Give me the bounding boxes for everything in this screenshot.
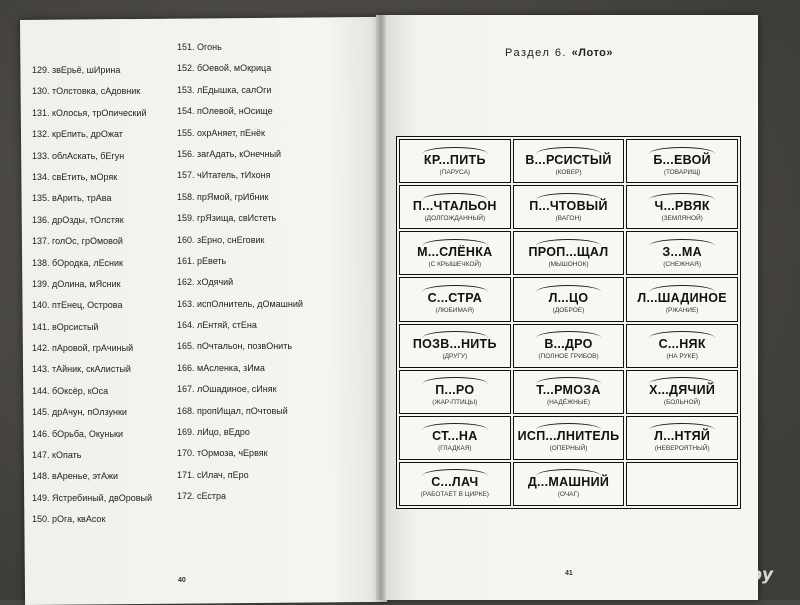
lotto-card — [626, 416, 738, 460]
word-list-item: 133. облАскать, бЕгун — [32, 150, 125, 161]
word-list-item: 155. охрАняет, пЕнёк — [177, 127, 265, 138]
lotto-card — [626, 231, 738, 275]
lotto-hint: (НЕВЕРОЯТНЫЙ) — [654, 445, 710, 453]
word-list-item: 171. сИлач, пЕро — [177, 469, 249, 480]
lotto-hint: (НА РУКЕ) — [666, 353, 698, 361]
lotto-hint: (БОЛЬНОЙ) — [663, 399, 701, 407]
word-list-item: 166. мАсленка, зИма — [177, 362, 265, 373]
lotto-word: Ч...РВЯК — [654, 198, 710, 213]
lotto-word: ПОЗВ...НИТЬ — [412, 337, 497, 352]
lotto-card — [626, 139, 738, 183]
word-list-item: 167. лОшадиное, сИняк — [177, 384, 277, 395]
lotto-hint: (С КРЫШЕЧКОЙ) — [428, 260, 482, 268]
watermark-logo: лабиринт.ру — [650, 565, 774, 585]
lotto-word: Л...ШАДИНОЕ — [637, 290, 727, 305]
lotto-card — [399, 416, 511, 460]
lotto-grid — [396, 136, 741, 509]
lotto-word: С...СТРА — [427, 290, 483, 305]
word-list-item: 144. бОксёр, кОса — [32, 385, 109, 396]
lotto-card — [513, 324, 625, 368]
word-list-item: 139. дОлина, мЯсник — [32, 278, 121, 289]
lotto-word: Л...ЦО — [548, 290, 589, 305]
word-list-item: 156. загАдать, кОнечный — [177, 148, 282, 159]
lotto-word: М...СЛЁНКА — [417, 244, 493, 259]
lotto-hint: (МЫШОНОК) — [548, 260, 589, 268]
lotto-hint: (ЗЕМЛЯНОЙ) — [661, 214, 703, 222]
word-list-item: 129. звЕрьё, шИрина — [32, 65, 121, 75]
section-prefix: Раздел 6. — [505, 47, 568, 59]
lotto-card — [513, 185, 625, 229]
lotto-card — [513, 416, 625, 460]
word-list-item: 140. птЕнец, Острова — [32, 300, 123, 311]
lotto-card — [513, 231, 625, 275]
lotto-hint: (ОПЕРНЫЙ) — [549, 445, 588, 453]
lotto-hint: (ЖАР-ПТИЦЫ) — [432, 399, 478, 407]
word-column-a — [32, 60, 152, 531]
word-list-item: 158. прЯмой, грИбник — [177, 191, 269, 202]
word-list-item: 160. зЕрно, снЕговик — [177, 234, 265, 245]
lotto-word: Х...ДЯЧИЙ — [649, 383, 716, 398]
lotto-word: СТ...НА — [432, 429, 478, 444]
lotto-card — [626, 462, 738, 506]
word-list-item: 146. бОрьба, Окуньки — [32, 428, 123, 439]
lotto-hint: (ПАРУСА) — [439, 168, 471, 176]
section-name: «Лото» — [571, 47, 614, 59]
word-list-item: 131. кОлосья, трОпический — [32, 107, 147, 118]
word-list-item: 132. крЕпить, дрОжат — [32, 129, 123, 140]
section-title — [505, 47, 613, 59]
lotto-word: Б...ЕВОЙ — [653, 152, 711, 167]
word-list-item: 170. тОрмоза, чЕрвяк — [177, 448, 268, 459]
word-column-b — [177, 37, 303, 508]
lotto-card — [513, 139, 625, 183]
word-list-item: 163. испОлнитель, дОмашний — [177, 298, 303, 309]
lotto-word: В...РСИСТЫЙ — [525, 152, 612, 167]
lotto-word: Д...МАШНИЙ — [527, 475, 610, 490]
lotto-word: В...ДРО — [544, 337, 593, 352]
lotto-word: Т...РМОЗА — [536, 383, 601, 398]
word-list-item: 151. Огонь — [177, 42, 222, 52]
word-list-item: 165. пОчтальон, позвОнить — [177, 341, 293, 352]
word-list-item: 143. тАйник, скАлистый — [32, 364, 131, 375]
lotto-hint: (ВАГОН) — [555, 214, 582, 222]
lotto-card — [399, 462, 511, 506]
page-number-left: 40 — [178, 577, 186, 584]
page-number-right: 41 — [565, 570, 573, 577]
word-list-item: 136. дрОзды, тОлстяк — [32, 214, 124, 225]
word-list-item: 172. сЕстра — [177, 491, 227, 502]
word-list-item: 130. тОлстовка, сАдовник — [32, 86, 141, 97]
lotto-word: П...РО — [435, 383, 475, 398]
lotto-word: З...МА — [662, 244, 702, 259]
lotto-hint: (РЖАНИЕ) — [665, 306, 699, 314]
lotto-hint: (ДРУГУ) — [442, 353, 468, 361]
lotto-card — [399, 277, 511, 321]
lotto-word: С...ЛАЧ — [431, 475, 479, 490]
word-list-item: 135. вАрить, трАва — [32, 193, 112, 204]
word-list-item: 134. свЕтить, мОряк — [32, 171, 118, 182]
lotto-word: КР...ПИТЬ — [423, 152, 486, 167]
lotto-hint: (РАБОТАЕТ В ЦИРКЕ) — [420, 491, 489, 499]
book-spine — [376, 15, 386, 600]
word-list-item: 141. вОрсистый — [32, 321, 99, 332]
word-list-item: 145. дрАчун, пОлзунки — [32, 407, 127, 418]
word-list-item: 168. пропИщал, пОчтовый — [177, 405, 288, 416]
lotto-hint: (ДОЛГОЖДАННЫЙ) — [424, 214, 486, 222]
lotto-card — [399, 324, 511, 368]
lotto-card — [626, 324, 738, 368]
lotto-card — [513, 462, 625, 506]
lotto-hint: (НАДЁЖНЫЕ) — [546, 399, 591, 407]
word-list-item: 157. чИтатель, тИхоня — [177, 170, 271, 181]
lotto-hint: (ДОБРОЕ) — [552, 306, 585, 314]
word-list-item: 162. хОдячий — [177, 277, 234, 288]
lotto-hint: (СНЕЖНАЯ) — [663, 260, 702, 268]
word-list-item: 137. голОс, грОмовой — [32, 236, 123, 247]
word-list-item: 149. Ястребиный, двОровый — [32, 492, 153, 503]
lotto-word: ПРОП...ЩАЛ — [528, 244, 609, 259]
lotto-card — [626, 370, 738, 414]
lotto-card — [399, 231, 511, 275]
lotto-word: П...ЧТАЛЬОН — [412, 198, 497, 213]
word-list-item: 154. пОлевой, нОсище — [177, 106, 273, 117]
lotto-word: П...ЧТОВЫЙ — [529, 198, 608, 213]
lotto-card — [399, 139, 511, 183]
lotto-hint: (КОВЕР) — [555, 168, 582, 176]
lotto-word: С...НЯК — [658, 337, 706, 352]
word-list-item: 159. грЯзища, свИстеть — [177, 213, 277, 224]
word-list-item: 148. вАренье, этАжи — [32, 471, 119, 482]
lotto-card — [399, 185, 511, 229]
lotto-card — [626, 277, 738, 321]
word-list-item: 164. лЕнтяй, стЕна — [177, 320, 257, 331]
lotto-hint: (ПОЛНОЕ ГРИБОВ) — [538, 353, 599, 361]
lotto-hint: (ОЧАГ) — [557, 491, 580, 499]
word-list-item: 150. рОга, квАсок — [32, 514, 106, 525]
lotto-hint: (ГЛАДКАЯ) — [438, 445, 472, 453]
word-list-item: 142. пАровой, грАчиный — [32, 343, 134, 354]
word-list-item: 161. рЕветь — [177, 255, 227, 266]
word-list-item: 169. лИцо, вЕдро — [177, 427, 250, 438]
word-list-item: 147. кОпать — [32, 450, 82, 461]
lotto-card — [626, 185, 738, 229]
lotto-hint: (ЛЮБИМАЯ) — [435, 306, 475, 314]
lotto-card — [399, 370, 511, 414]
lotto-card — [513, 277, 625, 321]
word-list-item: 138. бОродка, лЕсник — [32, 257, 123, 268]
word-list-item: 152. бОевой, мОкрица — [177, 63, 272, 74]
lotto-card — [513, 370, 625, 414]
word-list-item: 153. лЕдышка, салОги — [177, 84, 272, 95]
lotto-hint: (ТОВАРИЩ) — [663, 168, 701, 176]
lotto-word: ИСП...ЛНИТЕЛЬ — [517, 429, 620, 444]
lotto-word: Л...НТЯЙ — [654, 429, 711, 444]
